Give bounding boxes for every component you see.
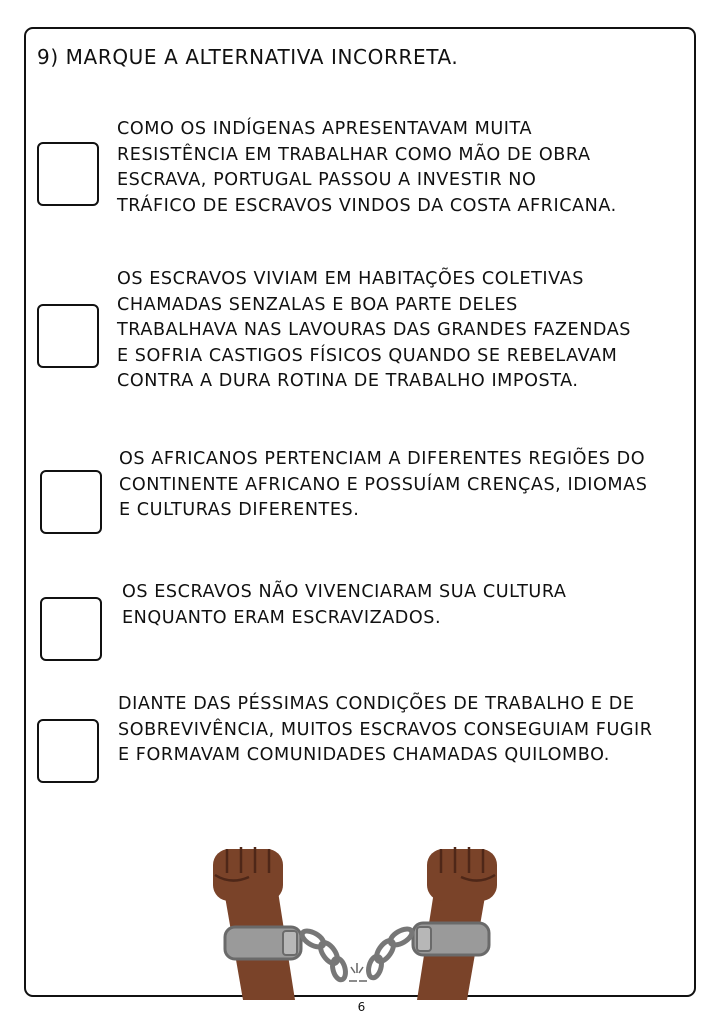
option-2-checkbox[interactable]	[37, 304, 99, 368]
option-3-text: OS AFRICANOS PERTENCIAM A DIFERENTES REGIÕES DO CONTINENTE AFRICANO E POSSUÍAM CRENÇAS, IDIOMAS E CULTURAS DIFERENTES.	[119, 449, 648, 520]
option-4-text: OS ESCRAVOS NÃO VIVENCIARAM SUA CULTURA ENQUANTO ERAM ESCRAVIZADOS.	[122, 582, 567, 628]
option-2-text: OS ESCRAVOS VIVIAM EM HABITAÇÕES COLETIVAS CHAMADAS SENZALAS E BOA PARTE DELES TRABALHAVA NAS LAVOURAS DAS GRANDES FAZENDAS E SOFRIA CASTIGOS FÍSICOS QUANDO SE REBELAVAM CONTRA A DURA ROTINA DE TRABALHO IMPOSTA.	[117, 269, 632, 391]
option-4-checkbox[interactable]	[40, 597, 102, 661]
option-3-checkbox[interactable]	[40, 470, 102, 534]
question-title: 9) MARQUE A ALTERNATIVA INCORRETA.	[37, 45, 459, 69]
option-5-text: DIANTE DAS PÉSSIMAS CONDIÇÕES DE TRABALHO E DE SOBREVIVÊNCIA, MUITOS ESCRAVOS CONSEGUIAM FUGIR E FORMAVAM COMUNIDADES CHAMADAS QUILOMBO.	[118, 694, 653, 765]
page-number: 6	[357, 1000, 366, 1014]
option-5-checkbox[interactable]	[37, 719, 99, 783]
broken-chains-fists-icon	[205, 835, 505, 1000]
option-1-checkbox[interactable]	[37, 142, 99, 206]
option-1-text: COMO OS INDÍGENAS APRESENTAVAM MUITA RESISTÊNCIA EM TRABALHAR COMO MÃO DE OBRA ESCRAVA, PORTUGAL PASSOU A INVESTIR NO TRÁFICO DE ESCRAVOS VINDOS DA COSTA AFRICANA.	[117, 119, 617, 216]
